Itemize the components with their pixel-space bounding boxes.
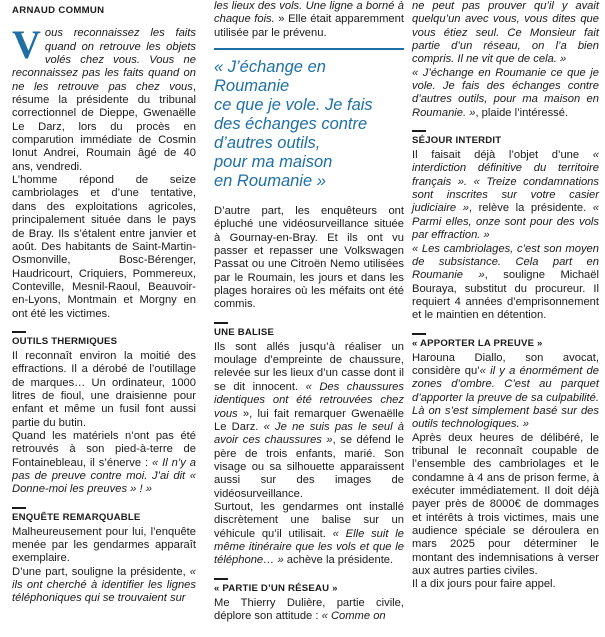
quote-span: « J’échange en Roumanie ce que je vole. Je fais des échanges contre d’autres outils, pour ma maison en Roumanie. » (412, 66, 599, 119)
subheading-rule (214, 322, 228, 324)
quote-span: « Des chaussures identiques ont été retrouvées chez vous (214, 380, 404, 420)
subheading (412, 130, 599, 147)
quote-span: « Il n’y a pas de preuve contre moi. J’ai dit « Donne-moi les preuves » ! » (12, 456, 196, 496)
text-span: , se défend le père de trois enfants, marié. Son visage ou sa silhouette apparaissent aussi sur des images de vidéosurveillance. (214, 434, 404, 500)
text-span: Ils sont allés jusqu’à réaliser un moulage d’empreinte de chaussure, relevée sur les lieux d’un casse dont il se dit innocent. (214, 340, 404, 393)
quote-span: « ils ont cherché à identifier les lignes téléphoniques qui se trouvaient sur (12, 565, 196, 605)
subheading (12, 507, 196, 524)
text-span: » Elle était apparemment utilisée par le prévenu. (214, 13, 404, 39)
paragraph: Il a dix jours pour faire appel. (412, 578, 556, 591)
pull-quote (214, 48, 404, 197)
paragraph: L’homme répond de seize cambriolages et d’une tentative, dans des exploitations agricoles, principalement située dans le pays de Bray. Ils s’étalent entre janvier et août. Des habitants de Saint-Martin-Osmonville, Bosc-Bérenger, Haudricourt, Criquiers, Pommereux, Conteville, Mesnil-Raoul, Beauvoir-en-Lyons, Montmain et Morgny en ont été les victimes. (12, 174, 196, 320)
column-3 (412, 0, 599, 592)
text-span: , relève la présidente. (468, 202, 593, 215)
paragraph: D’autre part, les enquêteurs ont épluché une vidéosurveillance située à Gournay-en-Bray. Et ils ont vu passer et repasser une Volkswagen Passat ou une Citroën Nemo utilisées par le Roumain, les jours et dans les plages horaires où les méfaits ont été commis. (214, 205, 404, 311)
pull-quote-line: d’autres outils, (214, 134, 321, 153)
byline: ARNAUD COMMUN (12, 5, 105, 16)
quote-span: « il y a énormément de zones d’ombre. C’est au parquet d’apporter la preuve de sa culpabilité. Là on s’est simplement basé sur des outils technologiques. » (412, 364, 599, 431)
pull-quote-line: ce que je vole. Je fais (214, 96, 373, 115)
subheading-text: UNE BALISE (214, 326, 275, 338)
subheading (214, 578, 404, 595)
pull-quote-line: en Roumanie » (214, 172, 326, 191)
text-span: , plaide l’intéressé. (475, 106, 569, 119)
subheading-text: ENQUÊTE REMARQUABLE (12, 511, 141, 523)
lede-paragraph (12, 22, 196, 174)
quote-span: « Parmi elles, onze sont pour des vols par effraction. » (412, 202, 599, 242)
quote-span: « Je ne suis pas le seul à avoir ces chaussures » (214, 420, 404, 447)
paragraph (412, 352, 599, 432)
paragraph (214, 0, 404, 40)
subheading-rule (12, 507, 26, 509)
column-1 (12, 0, 196, 606)
subheading-text: SÉJOUR INTERDIT (412, 135, 502, 147)
text-span: Harouna Diallo, son avocat, considère qu’ (412, 351, 599, 377)
text-span: Quand les matériels n’ont pas été retrouvés à son pied-à-terre de Fontainebleau, il s’énerve : (12, 429, 196, 469)
text-span: Me Thierry Dulière, partie civile, déplore son attitude : (214, 596, 404, 622)
subheading-rule (12, 331, 26, 333)
drop-cap: V (12, 22, 41, 68)
subheading-rule (412, 333, 426, 335)
paragraph (214, 597, 404, 624)
text-span: D’une part, souligne la présidente, (12, 565, 190, 578)
subheading-rule (412, 130, 426, 132)
subheading (214, 322, 404, 339)
paragraph (412, 149, 599, 242)
paragraph: Il reconnaît environ la moitié des effractions. Il a dérobé de l’outillage de marques… Un ordinateur, 1000 litres de fioul, une draisienne pour enfant et même un fusil font aussi partie du butin. (12, 349, 196, 429)
subheading-text: « PARTIE D’UN RÉSEAU » (214, 582, 338, 594)
quote-span: « interdiction définitive du territoire français ». « Treize condamnations sont inscrites sur votre casier judiciaire » (412, 149, 599, 215)
quote-span: ne peut pas prouver qu’il y avait quelqu’un avec vous, vous dites que vous étiez seul. Ce Monsieur fait partie d’un réseau, on l’a bien compris. Il ne vit que de cela. » (412, 0, 599, 66)
text-span: Il faisait déjà l’objet d’une (412, 149, 593, 162)
subheading (412, 333, 599, 350)
quote-span: « Comme on (321, 609, 386, 622)
quote-span: « Elle suit le même itinéraire que les vols et que le téléphone… » (214, 527, 404, 567)
column-2 (214, 0, 404, 623)
subheading-rule (214, 578, 228, 580)
text-span: Surtout, les gendarmes ont installé discrètement une balise sur un véhicule qu’il utilisait. (214, 500, 404, 540)
quote-span: les lieux des vols. Une ligne a borné à chaque fois. (214, 0, 404, 26)
quote-span: « Les cambriolages, c’est son moyen de subsistance. Cela part en Roumanie » (412, 242, 599, 282)
lede-tail: , résume la présidente du tribunal correctionnel de Dieppe, Gwenaëlle Le Darz, lors du procès en comparution immédiate de Cosmin Ionut Andrei, Roumain âgé de 40 ans, vendredi. (12, 80, 196, 173)
lede-quote: ous reconnaissez les faits quand on retrouve les objets volés chez vous. Vous ne reconnaissez pas les faits quand on ne les retrouve pas chez vous (12, 27, 196, 93)
pull-quote-line: pour ma maison (214, 153, 333, 172)
paragraph (412, 0, 599, 67)
pull-quote-line: « J’échange en Roumanie (214, 58, 326, 96)
pull-quote-line: des échanges contre (214, 115, 368, 134)
paragraph (412, 243, 599, 323)
paragraph (412, 67, 599, 120)
paragraph: Malheureusement pour lui, l’enquête menée par les gendarmes apparaît exemplaire. (12, 525, 196, 565)
paragraph: Après deux heures de délibéré, le tribunal le reconnaît coupable de l’ensemble des cambriolages et le condamne à 4 ans de prison ferme, à exécuter immédiatement. Il doit déjà payer près de 8000€ de dommages et intérêts à trois victimes, mais une audience spéciale se déroulera en mars 2025 pour déterminer le montant des indemnisations à verser aux autres parties civiles. (412, 431, 599, 578)
subheading-text: « APPORTER LA PREUVE » (412, 337, 543, 349)
paragraph (214, 341, 404, 501)
text-span: », lui fait remarquer Gwenaëlle Le Darz. (214, 407, 404, 433)
paragraph (12, 430, 196, 497)
text-span: , souligne Michaël Bouraya, substitut du procureur. Il requiert 4 années d’emprisonnement et le maintien en détention. (412, 269, 599, 322)
paragraph (12, 566, 196, 606)
subheading-text: OUTILS THERMIQUES (12, 335, 118, 347)
paragraph (214, 501, 404, 568)
subheading (12, 331, 196, 348)
text-span: achève la présidente. (283, 554, 394, 567)
